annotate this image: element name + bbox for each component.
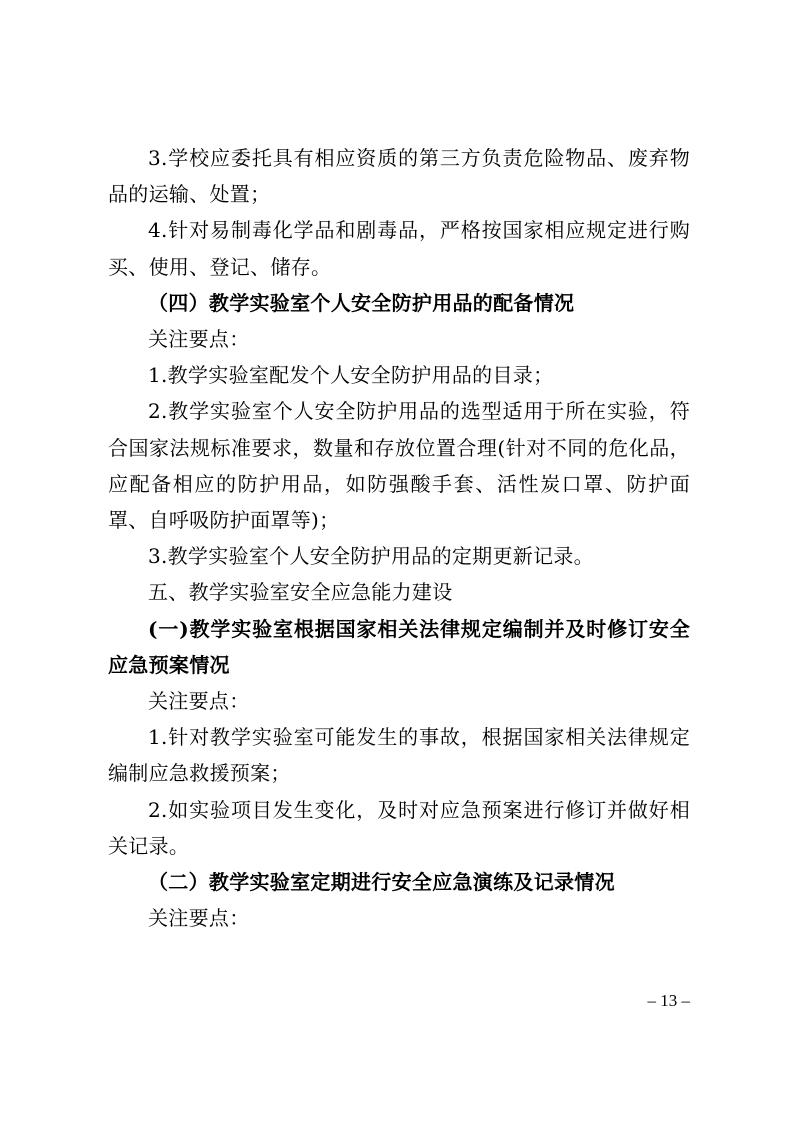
chapter-heading-5: 五、教学实验室安全应急能力建设: [148, 580, 453, 605]
section-heading-1: (一)教学实验室根据国家相关法律规定编制并及时修订安全应急预案情况: [108, 616, 690, 677]
paragraph-item-2: 2.教学实验室个人安全防护用品的选型适用于所在实验，符合国家法规标准要求，数量和存放位置合理(针对不同的危化品，应配备相应的防护用品，如防强酸手套、活性炭口罩、防护面罩、自呼吸防护面罩等)；: [108, 399, 690, 533]
section-heading-4: （四）教学实验室个人安全防护用品的配备情况: [148, 290, 575, 315]
paragraph-item-2b: 2.如实验项目发生变化，及时对应急预案进行修订并做好相关记录。: [108, 797, 690, 858]
paragraph-item-3b: 3.教学实验室个人安全防护用品的定期更新记录。: [148, 544, 594, 569]
key-points-label-2: 关注要点：: [148, 689, 250, 714]
key-points-label: 关注要点：: [148, 327, 250, 352]
key-points-label-3: 关注要点：: [148, 906, 250, 931]
document-body: [108, 140, 690, 936]
paragraph-item-1: 1.教学实验室配发个人安全防护用品的目录；: [148, 363, 554, 388]
paragraph-item-4: 4.针对易制毒化学品和剧毒品，严格按国家相应规定进行购买、使用、登记、储存。: [108, 218, 690, 279]
section-heading-2: （二）教学实验室定期进行安全应急演练及记录情况: [148, 870, 615, 895]
paragraph-item-1b: 1.针对教学实验室可能发生的事故，根据国家相关法律规定编制应急救援预案；: [108, 725, 690, 786]
paragraph-item-3: 3.学校应委托具有相应资质的第三方负责危险物品、废弃物品的运输、处置；: [108, 146, 690, 207]
page-number: – 13 –: [647, 991, 690, 1010]
